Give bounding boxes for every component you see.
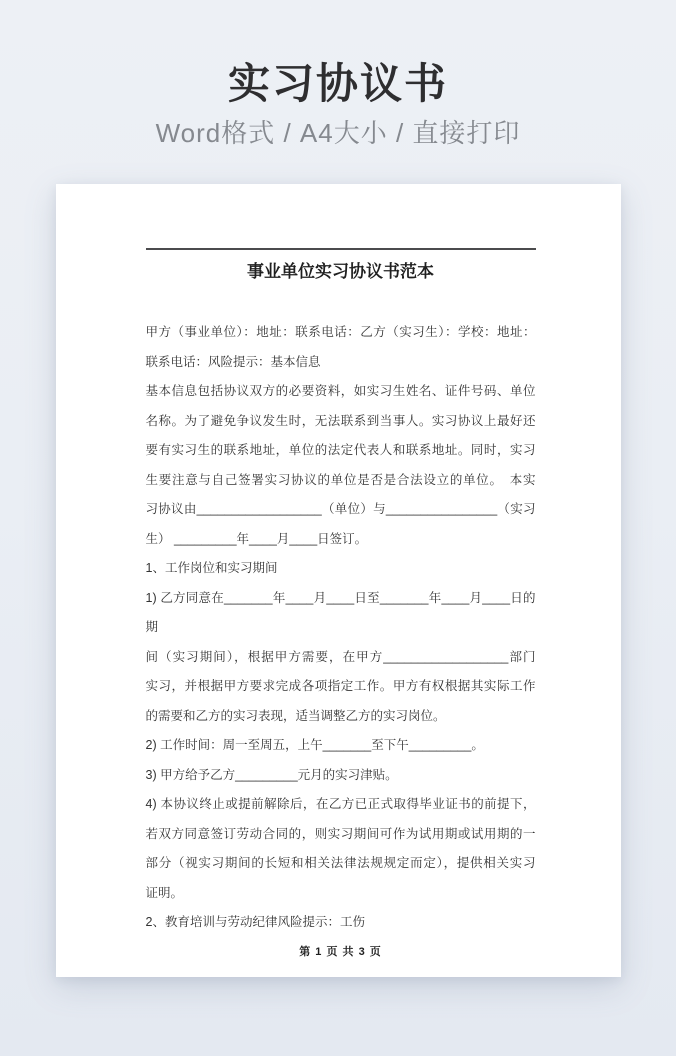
document-line: 3) 甲方给予乙方_________元月的实习津贴。 bbox=[145, 767, 398, 782]
document-line: 若双方同意签订劳动合同的，则实习期间可作为试用期或试用期的一 bbox=[145, 826, 536, 841]
document-line: 的需要和乙方的实习表现，适当调整乙方的实习岗位。 bbox=[145, 708, 446, 723]
document-page bbox=[56, 184, 621, 977]
promo-header bbox=[0, 0, 676, 150]
page-number: 第 1 页 共 3 页 bbox=[299, 945, 382, 958]
document-line: 1、工作岗位和实习期间 bbox=[145, 561, 278, 575]
page-subtitle: Word格式 / A4大小 / 直接打印 bbox=[155, 118, 521, 148]
document-line: 习协议由__________________（单位）与________________（实习 bbox=[145, 502, 536, 516]
document-line: 基本信息包括协议双方的必要资料，如实习生姓名、证件号码、单位 bbox=[145, 384, 536, 398]
document-line: 1) 乙方同意在_______年____月____日至_______年____月____日的期 bbox=[145, 590, 536, 634]
document-line: 要有实习生的联系地址，单位的法定代表人和联系地址。同时，实习 bbox=[145, 443, 536, 457]
title-divider bbox=[146, 248, 536, 250]
document-line: 生要注意与自己签署实习协议的单位是否是合法设立的单位。 本实 bbox=[145, 472, 536, 487]
document-line: 甲方（事业单位）：地址：联系电话：乙方（实习生）：学校：地址： bbox=[145, 325, 536, 339]
document-body bbox=[146, 318, 536, 938]
document-line: 2) 工作时间：周一至周五，上午_______至下午_________。 bbox=[145, 738, 484, 752]
document-line: 间（实习期间），根据甲方需要，在甲方__________________部门 bbox=[145, 649, 536, 664]
document-title: 事业单位实习协议书范本 bbox=[247, 262, 434, 281]
document-line: 生） _________年____月____日签订。 bbox=[145, 531, 368, 546]
document-line: 部分（视实习期间的长短和相关法律法规规定而定），提供相关实习 bbox=[145, 856, 536, 870]
document-line: 证明。 bbox=[145, 885, 184, 900]
document-line: 联系电话：风险提示：基本信息 bbox=[145, 354, 321, 369]
document-line: 4) 本协议终止或提前解除后，在乙方已正式取得毕业证书的前提下， bbox=[145, 797, 536, 811]
page-title: 实习协议书 bbox=[227, 60, 448, 107]
document-line: 名称。为了避免争议发生时，无法联系到当事人。实习协议上最好还 bbox=[145, 413, 536, 428]
document-line: 实习，并根据甲方要求完成各项指定工作。甲方有权根据其实际工作 bbox=[145, 679, 536, 693]
document-line: 2、教育培训与劳动纪律风险提示：工伤 bbox=[145, 915, 365, 929]
